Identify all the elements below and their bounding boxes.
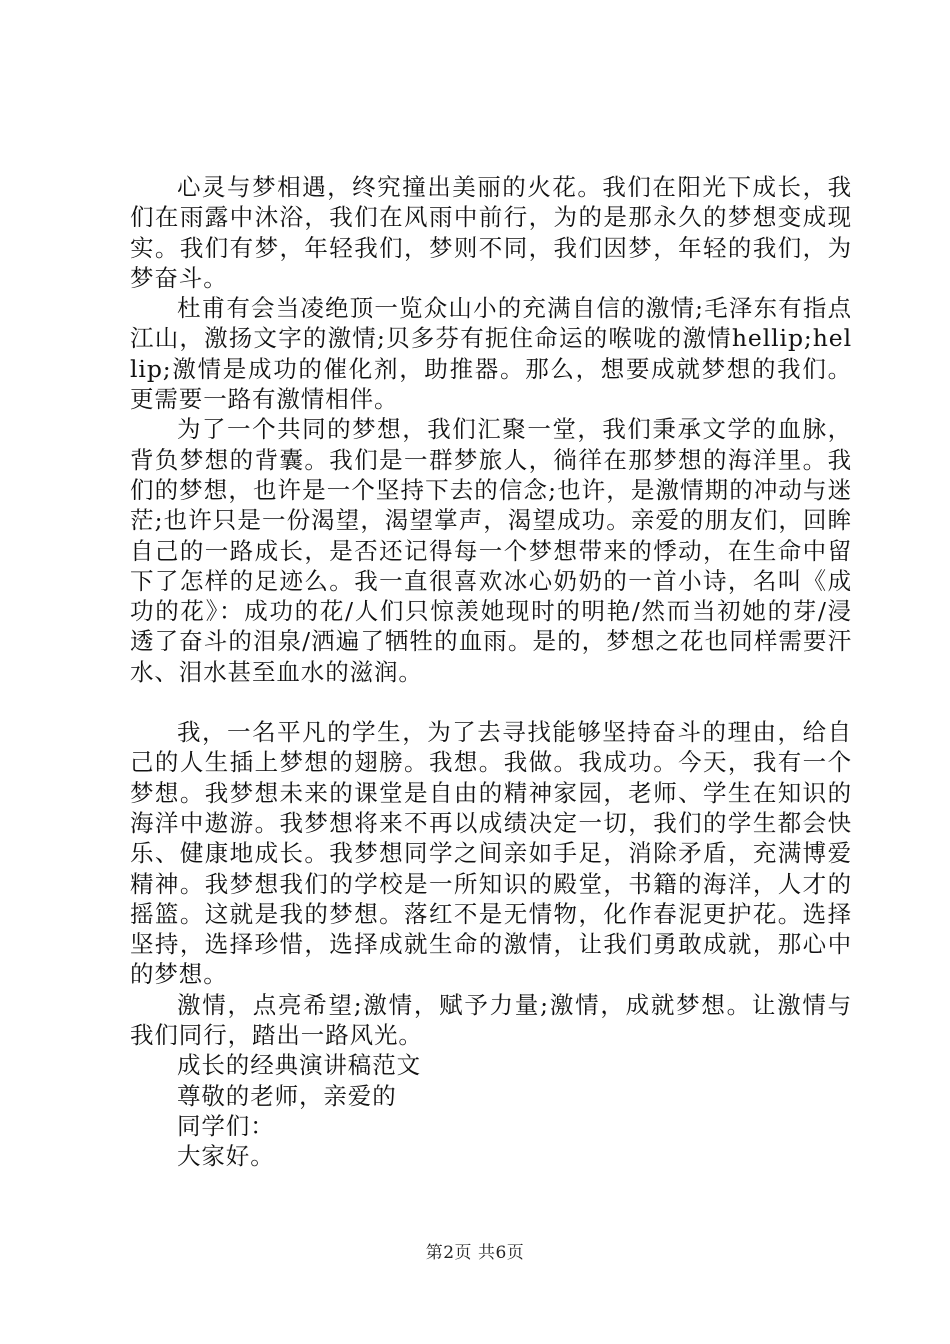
paragraph-passion-examples: 杜甫有会当凌绝顶一览众山小的充满自信的激情;毛泽东有指点江山，激扬文字的激情;贝多芬有扼住命运的喉咙的激情hellip;hellip;激情是成功的催化剂，助推器。那么，想要成就梦想的我们。更需要一路有激情相伴。	[130, 294, 852, 414]
document-body	[130, 172, 852, 1172]
salutation-line-2: 同学们：	[177, 1111, 275, 1140]
salutation-line-1: 尊敬的老师，亲爱的	[177, 1081, 397, 1110]
paragraph-passion-closing: 激情，点亮希望;激情，赋予力量;激情，成就梦想。让激情与我们同行，踏出一路风光。	[130, 990, 852, 1050]
greeting-line: 大家好。	[177, 1142, 275, 1171]
paragraph-common-dream: 为了一个共同的梦想，我们汇聚一堂，我们秉承文学的血脉，背负梦想的背囊。我们是一群梦旅人，徜徉在那梦想的海洋里。我们的梦想，也许是一个坚持下去的信念;也许，是激情期的冲动与迷茫;也许只是一份渴望，渴望掌声，渴望成功。亲爱的朋友们，回眸自己的一路成长，是否还记得每一个梦想带来的悸动，在生命中留下了怎样的足迹么。我一直很喜欢冰心奶奶的一首小诗，名叫《成功的花》：成功的花/人们只惊羡她现时的明艳/然而当初她的芽/浸透了奋斗的泪泉/洒遍了牺牲的血雨。是的，梦想之花也同样需要汗水、泪水甚至血水的滋润。	[130, 415, 852, 686]
paragraph-my-dream: 我，一名平凡的学生，为了去寻找能够坚持奋斗的理由，给自己的人生插上梦想的翅膀。我想。我做。我成功。今天，我有一个梦想。我梦想未来的课堂是自由的精神家园，老师、学生在知识的海洋中遨游。我梦想将来不再以成绩决定一切，我们的学生都会快乐、健康地成长。我梦想同学之间亲如手足，消除矛盾，充满博爱精神。我梦想我们的学校是一所知识的殿堂，书籍的海洋，人才的摇篮。这就是我的梦想。落红不是无情物，化作春泥更护花。选择坚持，选择珍惜，选择成就生命的激情，让我们勇敢成就，那心中的梦想。	[130, 718, 852, 989]
page-number-footer: 第2页 共6页	[425, 1243, 525, 1263]
paragraph-dream-spark: 心灵与梦相遇，终究撞出美丽的火花。我们在阳光下成长，我们在雨露中沐浴，我们在风雨中前行，为的是那永久的梦想变成现实。我们有梦，年轻我们，梦则不同，我们因梦，年轻的我们，为梦奋斗。	[130, 173, 852, 292]
speech-title: 成长的经典演讲稿范文	[177, 1051, 421, 1080]
